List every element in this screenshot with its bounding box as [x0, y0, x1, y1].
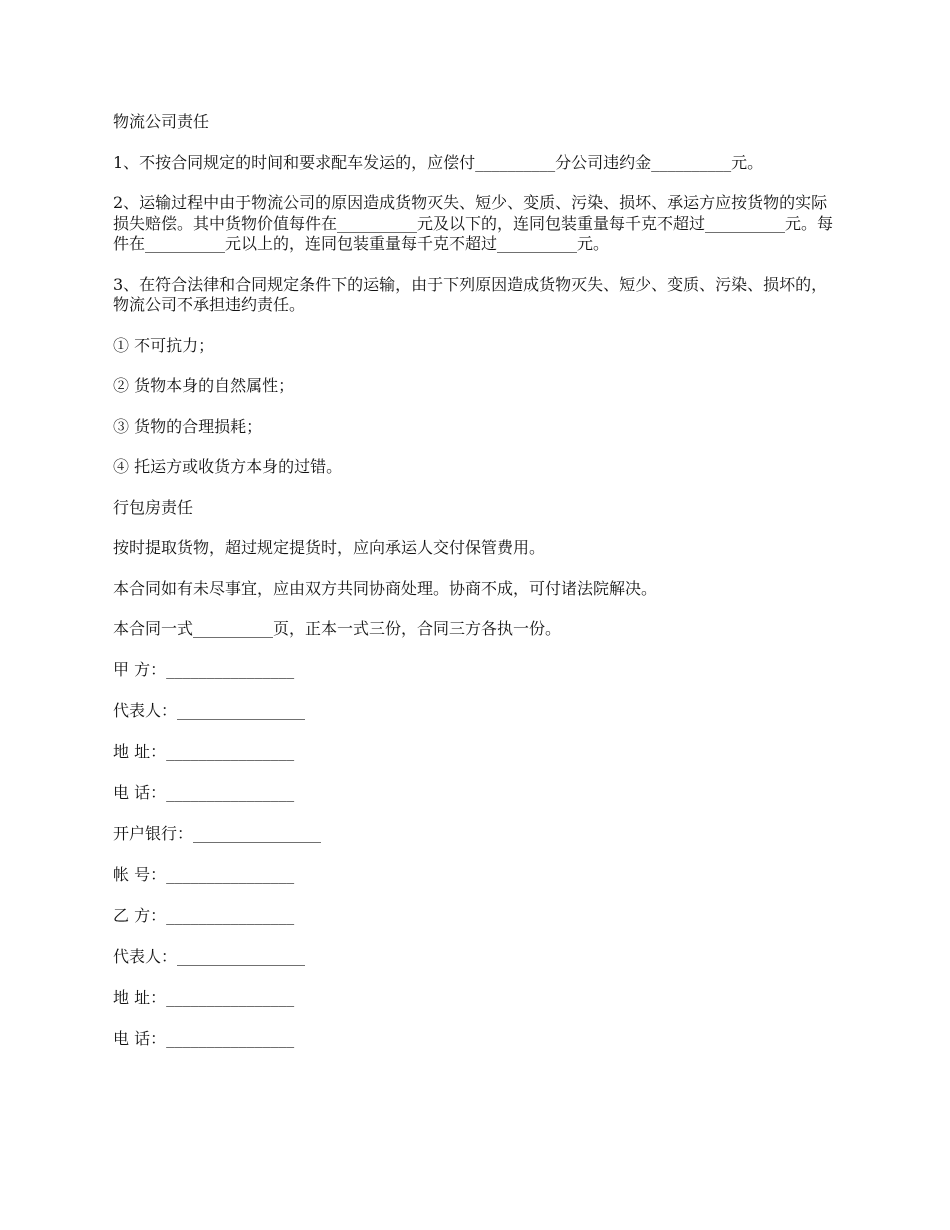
copies-clause: 本合同一式__________页，正本一式三份，合同三方各执一份。 [113, 619, 562, 638]
dispute-clause: 本合同如有未尽事宜，应由双方共同协商处理。协商不成，可付诸法院解决。 [113, 578, 658, 598]
party-a-field: 甲 方：________________ [113, 659, 295, 679]
exemption-item-1: ① 不可抗力； [113, 335, 215, 355]
exemption-item-2: ② 货物本身的自然属性； [113, 376, 295, 395]
party-a-representative-field: 代表人：________________ [113, 700, 306, 720]
exemption-item-4: ④ 托运方或收货方本身的过错。 [113, 457, 343, 476]
clause-2: 2、运输过程中由于物流公司的原因造成货物灭失、短少、变质、污染、损坏、承运方应按货物的实际损失赔偿。其中货物价值每件在__________元及以下的，连同包装重量每千克不超过__________元。每件在__________元以上的，连同包装重量每千克不超过__________元。 [113, 193, 834, 253]
pickup-clause: 按时提取货物，超过规定提货时，应向承运人交付保管费用。 [113, 538, 546, 557]
party-a-bank-field: 开户银行：________________ [113, 823, 322, 843]
party-a-address-field: 地 址：________________ [113, 741, 295, 761]
section-heading-baggage-office-responsibility: 行包房责任 [113, 497, 194, 517]
party-b-field: 乙 方：________________ [113, 905, 295, 925]
clause-1: 1、不按合同规定的时间和要求配车发运的，应偿付__________分公司违约金__________元。 [113, 152, 764, 172]
party-b-representative-field: 代表人：________________ [113, 946, 306, 966]
party-a-account-field: 帐 号：________________ [113, 864, 295, 884]
contract-page [113, 112, 840, 1070]
clause-3: 3、在符合法律和合同规定条件下的运输，由于下列原因造成货物灭失、短少、变质、污染、损坏的，物流公司不承担违约责任。 [113, 274, 828, 314]
party-b-address-field: 地 址：________________ [113, 987, 295, 1007]
section-heading-logistics-responsibility: 物流公司责任 [113, 112, 210, 131]
party-b-phone-field: 电 话：________________ [113, 1028, 295, 1048]
exemption-item-3: ③ 货物的合理损耗； [113, 416, 263, 436]
party-a-phone-field: 电 话：________________ [113, 782, 295, 802]
